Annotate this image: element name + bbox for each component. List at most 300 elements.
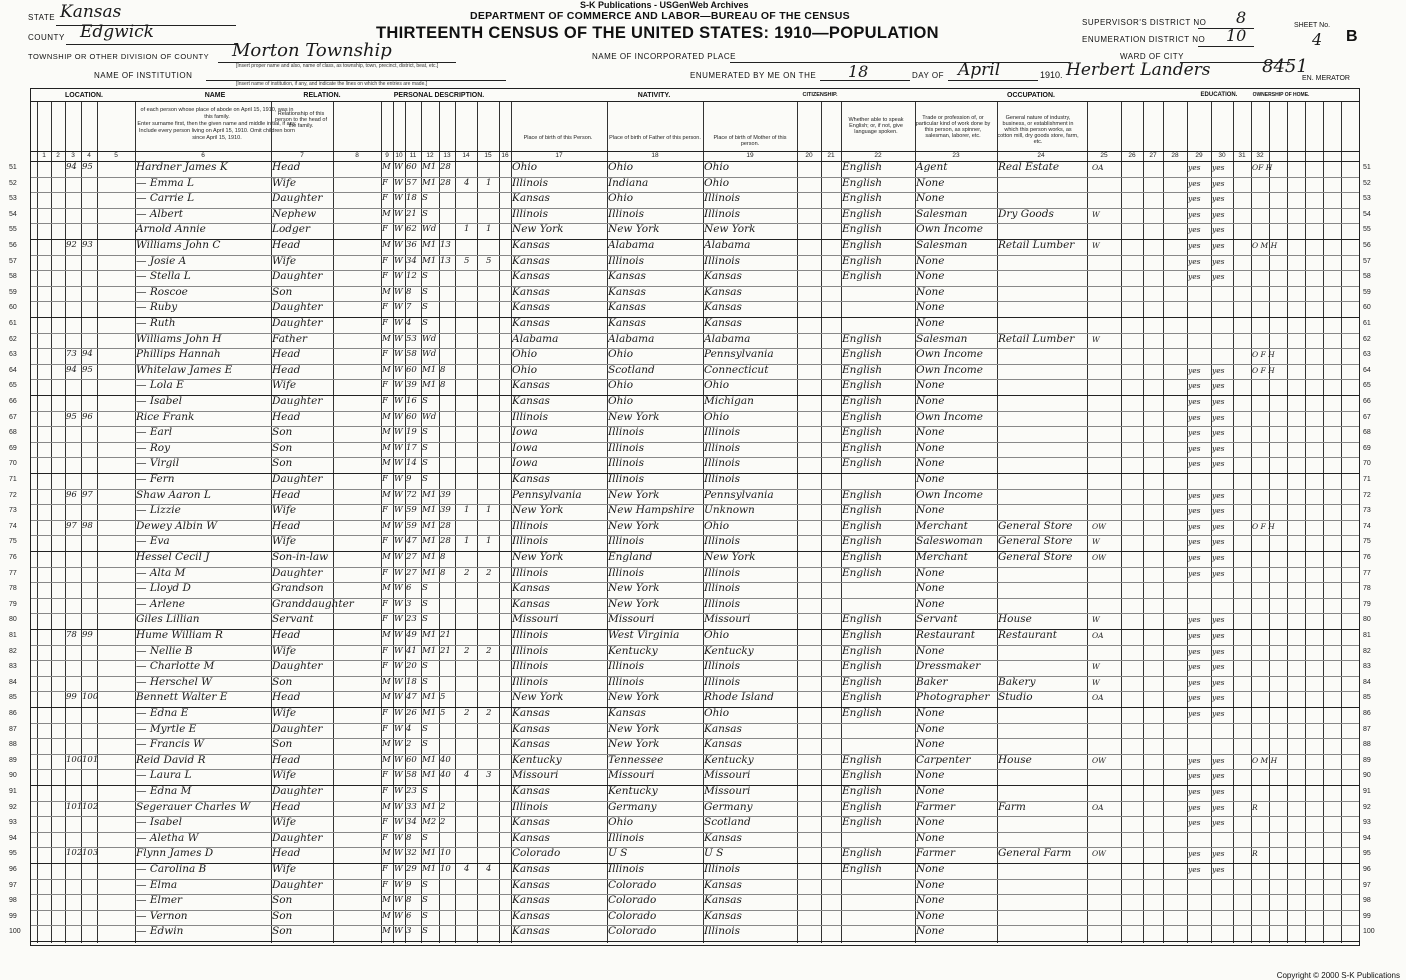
line-number: 54 [9,210,17,218]
cell-lang: English [842,769,883,782]
cell-bp: Ohio [512,161,538,173]
cell-relation: Wife [272,535,297,548]
supervisor-label: SUPERVISOR'S DISTRICT NO [1082,18,1207,27]
name-desc-2: Enter surname first, then the given name and middle initial, if any. [137,121,297,127]
line-number-right: 99 [1363,912,1371,920]
cell-industry: General Store [998,535,1073,548]
cell-children: 4 [464,864,470,874]
cell-race: W [394,380,403,391]
cell-name: — Francis W [136,738,204,751]
cell-emp: OW [1092,849,1106,859]
line-number: 64 [9,366,17,374]
cell-write: yes [1212,771,1225,781]
cell-bpf: Illinois [608,426,645,439]
line-number: 92 [9,803,17,811]
cell-sex: F [382,786,388,796]
cell-age: 3 [406,598,412,609]
cell-marital: S [422,318,428,328]
line-number-right: 51 [1363,164,1371,171]
line-number: 65 [9,382,17,390]
cell-bpf: Alabama [608,332,655,345]
cell-lang: English [842,691,883,704]
cell-name: Segerauer Charles W [136,800,251,813]
language-header: Whether able to speak English; or, if not, give language spoken. [848,117,904,135]
cell-sex: F [382,832,388,843]
cell-age: 62 [406,224,417,235]
line-number-right: 91 [1363,788,1371,795]
cell-read: yes [1188,225,1201,235]
cell-age: 34 [406,817,417,828]
cell-trade: None [916,426,945,439]
cell-years: 10 [440,864,451,874]
cell-bpf: New York [608,223,660,236]
cell-write: yes [1212,646,1225,656]
cell-relation: Granddaughter [272,597,354,610]
cell-relation: Head [272,348,301,361]
cell-lang: English [842,192,883,205]
line-number-right: 52 [1363,179,1371,187]
cell-marital: S [422,427,428,438]
line-number-right: 71 [1363,476,1371,483]
cell-marital: Wd [422,349,437,360]
cell-relation: Head [272,629,301,641]
line-number: 52 [9,179,17,187]
cell-bp: New York [512,504,564,517]
cell-age: 60 [406,411,417,422]
cell-age: 7 [406,302,412,313]
line-number: 68 [9,429,17,437]
cell-bp: Pennsylvania [512,488,582,501]
cell-race: W [394,240,403,250]
cell-race: W [394,271,403,282]
cell-living: 2 [486,708,492,718]
cell-sex: F [382,271,388,282]
column-number: 6 [201,152,205,159]
cell-lang: English [842,629,883,641]
cell-trade: None [916,894,945,907]
line-number: 75 [9,538,17,546]
publisher-line: S-K Publications - USGenWeb Archives [580,0,749,10]
cell-sex: M [382,240,391,250]
cell-bp: Illinois [512,800,549,813]
cell-dwelling: 94 [66,162,77,172]
line-number-right: 84 [1363,678,1371,686]
cell-bpm: Missouri [704,785,751,797]
cell-family: 96 [82,411,93,422]
cell-name: — Aletha W [136,831,199,844]
cell-write: yes [1212,506,1225,516]
enumerated-label: ENUMERATED BY ME ON THE [690,71,817,80]
cell-lang: English [842,800,883,813]
cell-race: W [394,193,403,204]
birth-mother-header: Place of birth of Mother of this person. [713,135,787,147]
cell-relation: Wife [272,176,297,189]
cell-sex: M [382,630,391,640]
cell-marital: M1 [422,162,437,172]
cell-sex: F [382,614,388,625]
cell-lang: English [842,660,883,673]
cell-marital: M1 [422,240,437,250]
cell-name: Whitelaw James E [136,363,233,376]
cell-marital: M1 [422,754,437,765]
cell-children: 4 [464,177,470,188]
cell-bpm: Illinois [704,566,741,579]
cell-age: 60 [406,364,417,375]
cell-bpm: Illinois [704,675,741,688]
line-number: 96 [9,866,17,873]
cell-sex: F [382,349,388,360]
cell-emp: W [1092,662,1100,672]
cell-children: 1 [464,536,470,547]
cell-bpm: Michigan [704,395,754,407]
cell-dwelling: 100 [66,754,83,765]
cell-dwelling: 102 [66,848,83,859]
line-number-right: 67 [1363,413,1371,421]
cell-marital: S [422,442,428,453]
cell-relation: Wife [272,644,297,657]
cell-age: 23 [406,614,417,625]
cell-age: 72 [406,489,417,500]
cell-family: 101 [82,754,99,765]
cell-read: yes [1188,241,1201,250]
cell-relation: Son [272,909,293,922]
cell-read: yes [1188,693,1201,703]
section-ownership: OWNERSHIP OF HOME. [1252,92,1310,98]
cell-industry: Studio [998,691,1033,704]
cell-sex: F [382,708,388,718]
cell-write: yes [1212,241,1225,250]
cell-read: yes [1188,615,1201,625]
column-number: 22 [874,152,882,159]
cell-read: yes [1188,459,1201,469]
cell-race: W [394,739,403,750]
cell-bp: Kansas [512,473,550,485]
cell-name: — Elmer [136,894,183,907]
cell-dwelling: 73 [66,349,77,360]
cell-bpm: Ohio [704,176,730,189]
cell-relation: Head [272,363,301,376]
cell-bp: Missouri [512,613,559,626]
line-number-right: 80 [1363,616,1371,624]
cell-lang: English [842,707,883,719]
cell-age: 57 [406,177,417,188]
cell-trade: Own Income [916,488,983,501]
cell-bpm: Unknown [704,504,755,517]
cell-bpf: New York [608,488,660,501]
cell-race: W [394,364,403,375]
cell-bp: Kansas [512,597,550,610]
cell-lang: English [842,348,883,361]
column-number: 20 [805,152,813,159]
cell-emp: W [1092,615,1100,625]
line-number: 76 [9,554,17,561]
column-number: 30 [1218,152,1226,159]
cell-family: 98 [82,520,93,531]
cell-sex: M [382,910,391,921]
cell-bpf: Illinois [608,457,645,470]
cell-bp: Iowa [512,457,538,470]
cell-age: 34 [406,255,417,266]
cell-lang: English [842,847,883,860]
cell-bpm: Kansas [704,894,742,907]
cell-write: yes [1212,537,1225,547]
cell-marital: Wd [422,333,437,344]
cell-bpf: Ohio [608,348,634,361]
cell-sex: F [382,598,388,609]
cell-bpf: Tennessee [608,753,664,766]
cell-read: yes [1188,849,1201,859]
cell-emp: W [1092,677,1100,687]
cell-industry: General Farm [998,847,1072,860]
cell-name: — Myrtle E [136,722,197,735]
cell-relation: Daughter [272,660,323,673]
cell-living: 2 [486,567,492,578]
cell-dwelling: 101 [66,801,83,812]
cell-race: W [394,895,403,906]
cell-race: W [394,723,403,734]
county-label: COUNTY [28,33,65,42]
cell-marital: M1 [422,380,437,391]
line-number: 93 [9,819,17,827]
cell-race: W [394,817,403,828]
cell-race: W [394,598,403,609]
cell-relation: Son-in-law [272,551,329,563]
cell-trade: None [916,863,945,875]
cell-read: yes [1188,709,1201,718]
cell-sex: F [382,864,388,874]
cell-bpm: Scotland [704,816,751,829]
cell-children: 4 [464,770,470,781]
cell-read: yes [1188,381,1201,391]
cell-read: yes [1188,755,1201,765]
cell-bpf: Ohio [608,379,634,392]
cell-relation: Head [272,519,301,532]
cell-bpm: Illinois [704,582,741,595]
cell-read: yes [1188,209,1201,219]
cell-marital: S [422,271,428,282]
enumerated-month: April [958,60,1001,80]
cell-bpf: Alabama [608,239,655,251]
cell-bpm: Illinois [704,660,741,673]
cell-bpf: Indiana [608,176,649,189]
cell-race: W [394,583,403,594]
cell-bpm: Illinois [704,597,741,610]
line-number: 94 [9,834,17,842]
cell-bpm: Illinois [704,863,741,875]
cell-dwelling: 78 [66,630,77,640]
section-relation: RELATION. [303,92,341,99]
cell-marital: Wd [422,224,437,235]
cell-bpm: Kansas [704,317,742,329]
cell-trade: None [916,909,945,922]
cell-read: yes [1188,506,1201,516]
line-number: 73 [9,507,17,515]
cell-race: W [394,801,403,812]
cell-bp: Kansas [512,863,550,875]
cell-bpm: Kansas [704,909,742,922]
industry-header: General nature of industry, business, or establishment in which this person works, as cotton mill, dry goods store, farm, etc. [997,115,1079,145]
column-number: 23 [952,152,960,159]
cell-bpf: Scotland [608,363,655,376]
cell-race: W [394,318,403,328]
line-number: 98 [9,897,17,905]
cell-years: 2 [440,817,446,828]
cell-relation: Daughter [272,831,323,844]
cell-marital: S [422,910,428,921]
cell-lang: English [842,270,883,283]
cell-bp: Illinois [512,629,549,641]
cell-lang: English [842,675,883,688]
cell-race: W [394,786,403,796]
cell-bpf: Kansas [608,285,646,298]
cell-lang: English [842,753,883,766]
cell-bpm: Kansas [704,831,742,844]
cell-sex: M [382,739,391,750]
cell-write: yes [1212,787,1225,796]
cell-sex: F [382,474,388,484]
cell-marital: M1 [422,692,437,703]
cell-bp: Illinois [512,207,549,220]
cell-years: 28 [440,162,451,172]
cell-children: 1 [464,505,470,516]
line-number-right: 68 [1363,429,1371,437]
cell-relation: Daughter [272,785,323,797]
cell-name: Williams John H [136,332,222,345]
cell-years: 5 [440,692,446,703]
cell-years: 21 [440,645,451,656]
cell-bpm: Rhode Island [704,691,774,704]
cell-sex: M [382,552,391,562]
cell-relation: Son [272,457,293,470]
cell-bpf: Illinois [608,441,645,454]
cell-bpf: Ohio [608,161,634,173]
cell-trade: None [916,722,945,735]
cell-age: 58 [406,349,417,360]
line-number: 85 [9,694,17,702]
cell-bpf: Illinois [608,660,645,673]
column-number: 15 [484,152,492,159]
cell-name: Hessel Cecil J [136,551,210,563]
cell-lang: English [842,410,883,423]
cell-read: yes [1188,631,1201,640]
cell-trade: Restaurant [916,629,976,641]
cell-own: O F H [1252,521,1275,531]
cell-read: yes [1188,443,1201,453]
cell-age: 58 [406,770,417,781]
line-number-right: 83 [1363,663,1371,671]
cell-race: W [394,489,403,500]
cell-years: 2 [440,801,446,812]
line-number: 100 [9,928,21,936]
cell-bpm: Illinois [704,207,741,220]
cell-bpm: Pennsylvania [704,348,774,361]
cell-race: W [394,474,403,484]
line-number-right: 63 [1363,351,1371,359]
cell-sex: M [382,333,391,344]
cell-trade: None [916,816,945,829]
cell-industry: Real Estate [998,161,1060,173]
cell-read: yes [1188,428,1201,438]
cell-years: 8 [440,567,446,578]
cell-marital: M1 [422,536,437,547]
cell-write: yes [1212,693,1225,703]
cell-bpf: Colorado [608,878,657,891]
cell-lang: English [842,426,883,439]
cell-name: — Josie A [136,254,187,267]
cell-trade: Farmer [916,847,956,860]
cell-name: — Lizzie [136,504,181,517]
cell-race: W [394,630,403,640]
cell-lang: English [842,363,883,376]
section-nativity: NATIVITY. [637,92,671,99]
line-number: 95 [9,850,17,858]
cell-years: 39 [440,505,451,516]
cell-relation: Head [272,410,301,423]
cell-bpm: Missouri [704,769,751,782]
cell-read: yes [1188,802,1201,812]
cell-bpm: Illinois [704,535,741,548]
column-number: 18 [651,152,659,159]
cell-trade: Photographer [916,691,990,704]
cell-own: R [1252,849,1258,859]
cell-sex: F [382,396,388,406]
line-number: 69 [9,444,17,452]
cell-marital: M1 [422,864,437,874]
line-number-right: 94 [1363,834,1371,842]
cell-age: 9 [406,474,412,484]
cell-trade: None [916,457,945,470]
cell-bp: Kansas [512,909,550,922]
cell-lang: English [842,566,883,579]
cell-bp: Illinois [512,535,549,548]
cell-bp: Ohio [512,363,538,376]
cell-bpf: Illinois [608,473,645,485]
cell-name: Phillips Hannah [136,348,221,361]
cell-sex: M [382,801,391,812]
cell-write: yes [1212,631,1225,640]
cell-name: — Fern [136,473,175,485]
cell-bp: Kansas [512,707,550,719]
cell-bpf: Colorado [608,925,657,938]
cell-name: — Edwin [136,925,184,938]
cell-marital: S [422,661,428,672]
cell-marital: S [422,879,428,890]
cell-age: 3 [406,926,412,937]
line-number: 90 [9,772,17,780]
cell-sex: F [382,645,388,656]
cell-trade: Merchant [916,551,968,563]
row-rule [31,941,1359,942]
cell-trade: Servant [916,613,958,626]
cell-marital: M1 [422,630,437,640]
cell-relation: Head [272,800,301,813]
cell-lang: English [842,613,883,626]
cell-industry: Retail Lumber [998,332,1075,345]
copyright: Copyright © 2000 S-K Publications [1276,971,1400,980]
cell-emp: OW [1092,553,1106,562]
cell-read: yes [1188,272,1201,282]
cell-name: — Herschel W [136,675,212,688]
cell-marital: S [422,926,428,937]
cell-relation: Daughter [272,301,323,314]
state-label: STATE [28,13,56,22]
cell-marital: M1 [422,801,437,812]
cell-bpf: U S [608,847,628,860]
cell-sex: F [382,505,388,516]
cell-lang: English [842,644,883,657]
cell-marital: M1 [422,708,437,718]
cell-bpf: England [608,551,653,563]
